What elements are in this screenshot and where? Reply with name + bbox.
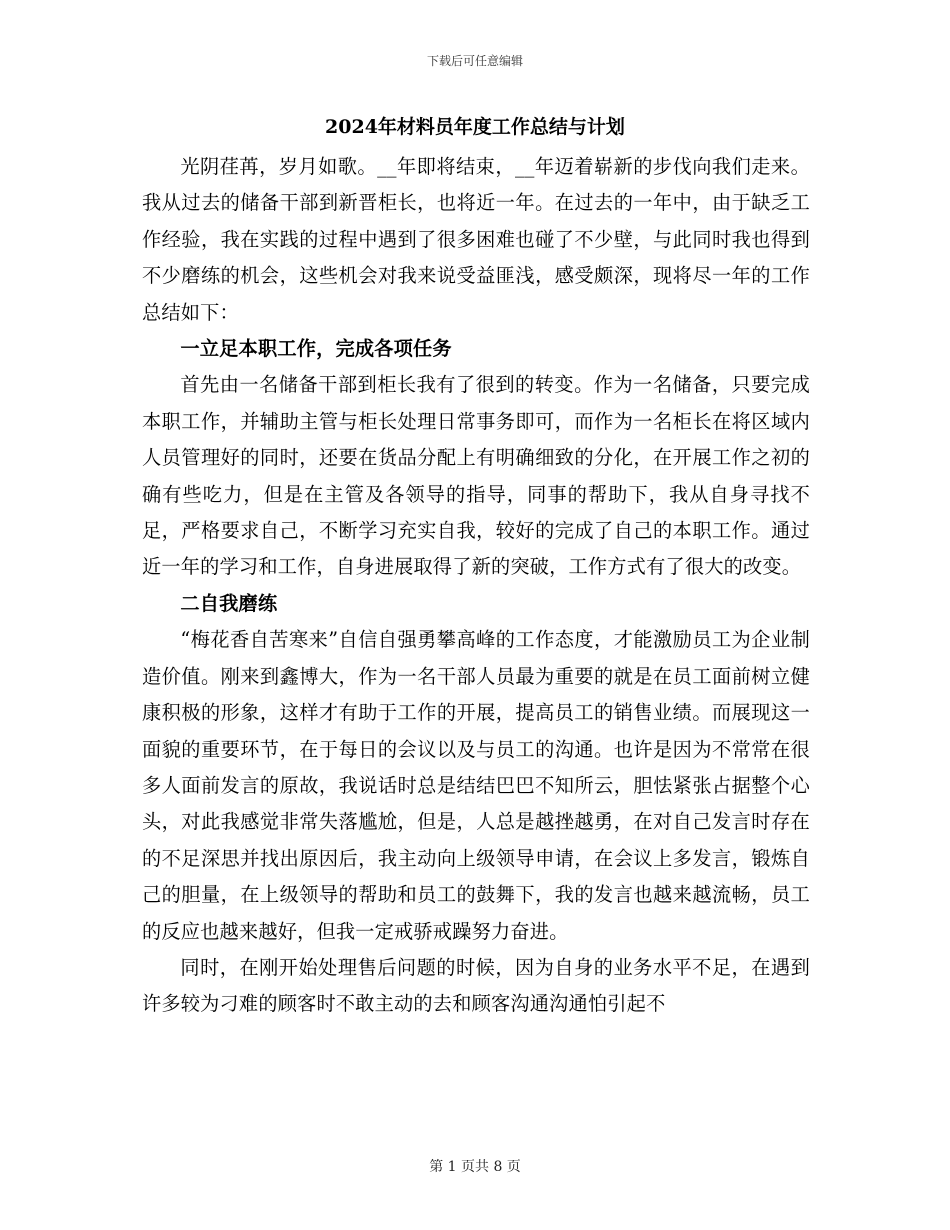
section-2-paragraph-1: “梅花香自苦寒来”自信自强勇攀高峰的工作态度，才能激励员工为企业制造价值。刚来到鑫博大，作为一名干部人员最为重要的就是在员工面前树立健康积极的形象，这样才有助于工作的开展，提高员工的销售业绩。而展现这一面貌的重要环节，在于每日的会议以及与员工的沟通。也许是因为不常常在很多人面前发言的原故，我说话时总是结结巴巴不知所云，胆怯紧张占据整个心头，对此我感觉非常失落尴尬，但是，人总是越挫越勇，在对自己发言时存在的不足深思并找出原因后，我主动向上级领导申请，在会议上多发言，锻炼自己的胆量，在上级领导的帮助和员工的鼓舞下，我的发言也越来越流畅，员工的反应也越来越好，但我一定戒骄戒躁努力奋进。	[142, 628, 810, 943]
page-header-note: 下载后可任意编辑	[426, 54, 523, 68]
section-1-paragraph: 首先由一名储备干部到柜长我有了很到的转变。作为一名储备，只要完成本职工作，并辅助主管与柜长处理日常事务即可，而作为一名柜长在将区域内人员管理好的同时，还要在货品分配上有明确细致的分化，在开展工作之初的确有些吃力，但是在主管及各领导的指导，同事的帮助下，我从自身寻找不足，严格要求自己，不断学习充实自我，较好的完成了自己的本职工作。通过近一年的学习和工作，自身进展取得了新的突破，工作方式有了很大的改变。	[142, 373, 810, 579]
page-number-footer: 第 1 页共 8 页	[429, 1159, 521, 1175]
section-1-heading: 一立足本职工作，完成各项任务	[180, 337, 452, 361]
document-title: 2024年材料员年度工作总结与计划	[325, 116, 625, 138]
section-2-paragraph-2: 同时，在刚开始处理售后问题的时候，因为自身的业务水平不足，在遇到许多较为刁难的顾客时不敢主动的去和顾客沟通沟通怕引起不	[142, 955, 810, 1016]
intro-paragraph: 光阴荏苒，岁月如歌。__年即将结束，__年迈着崭新的步伐向我们走来。我从过去的储备干部到新晋柜长，也将近一年。在过去的一年中，由于缺乏工作经验，我在实践的过程中遇到了很多困难也碰了不少壁，与此同时我也得到不少磨练的机会，这些机会对我来说受益匪浅，感受颇深，现将尽一年的工作总结如下：	[142, 155, 810, 324]
document-body	[142, 149, 810, 1023]
section-2-heading: 二自我磨练	[180, 591, 278, 615]
